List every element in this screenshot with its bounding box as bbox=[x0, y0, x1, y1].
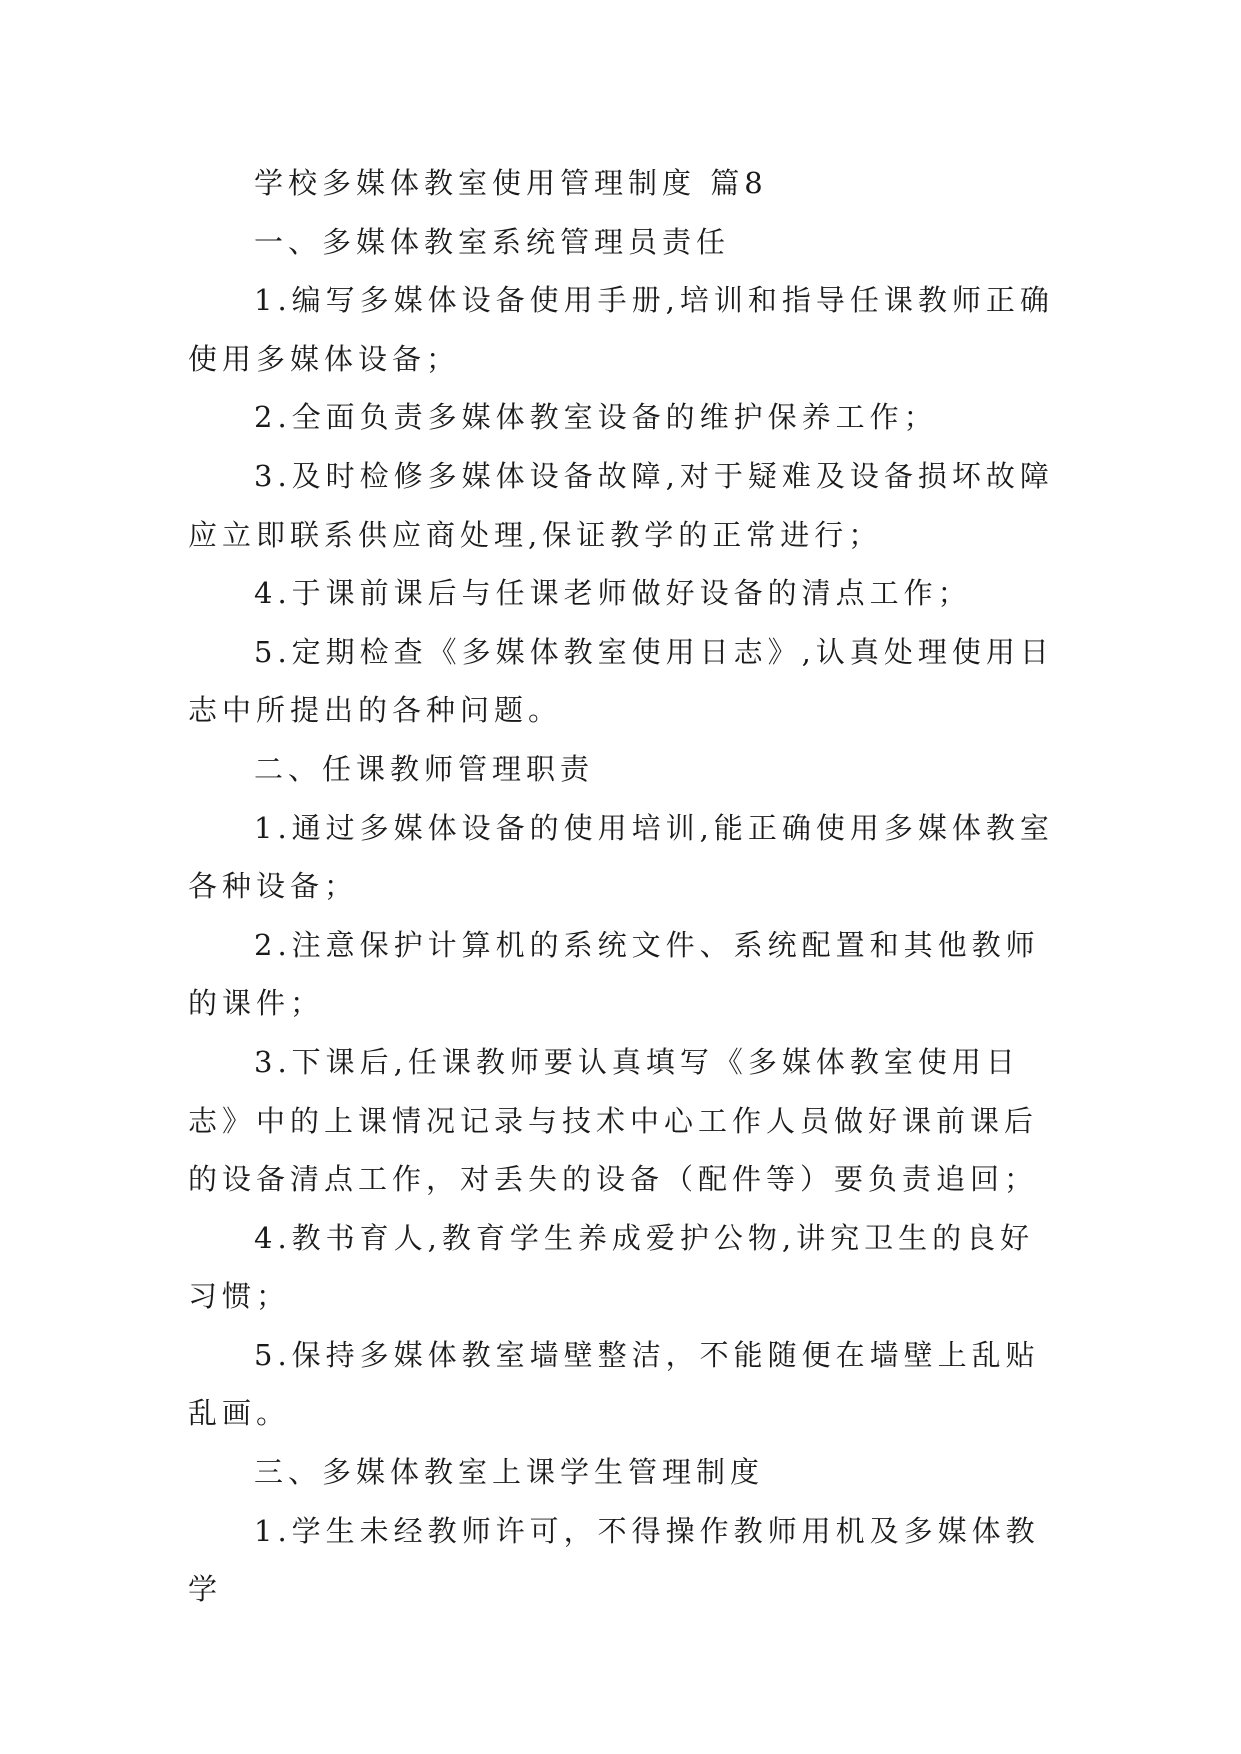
document-title: 学校多媒体教室使用管理制度 篇8 bbox=[254, 166, 768, 200]
section-1-item-5: 5.定期检查《多媒体教室使用日志》,认真处理使用日志中所提出的各种问题。 bbox=[188, 634, 1054, 728]
section-2-item-1: 1.通过多媒体设备的使用培训,能正确使用多媒体教室各种设备； bbox=[188, 810, 1054, 904]
section-heading-3: 三、多媒体教室上课学生管理制度 bbox=[254, 1455, 765, 1490]
section-1-item-1: 1.编写多媒体设备使用手册,培训和指导任课教师正确使用多媒体设备； bbox=[188, 283, 1054, 376]
section-2-item-3: 3.下课后,任课教师要认真填写《多媒体教室使用日志》中的上课情况记录与技术中心工作人员做好课前课后的设备清点工作，对丢失的设备（配件等）要负责追回； bbox=[188, 1044, 1039, 1197]
section-heading-1: 一、多媒体教室系统管理员责任 bbox=[254, 224, 731, 259]
document-body bbox=[188, 154, 1058, 1619]
section-3-item-1: 1.学生未经教师许可，不得操作教师用机及多媒体教学 bbox=[188, 1513, 1040, 1607]
section-1-item-3: 3.及时检修多媒体设备故障,对于疑难及设备损坏故障应立即联系供应商处理,保证教学的正常进行； bbox=[188, 458, 1054, 552]
section-1-item-2: 2.全面负责多媒体教室设备的维护保养工作； bbox=[254, 400, 938, 435]
section-2-item-5: 5.保持多媒体教室墙壁整洁，不能随便在墙壁上乱贴乱画。 bbox=[188, 1337, 1040, 1431]
section-1-item-4: 4.于课前课后与任课老师做好设备的清点工作； bbox=[254, 576, 972, 611]
section-2-item-4: 4.教书育人,教育学生养成爱护公物,讲究卫生的良好习惯； bbox=[188, 1220, 1035, 1314]
section-heading-2: 二、任课教师管理职责 bbox=[254, 751, 595, 786]
section-2-item-2: 2.注意保护计算机的系统文件、系统配置和其他教师的课件； bbox=[188, 927, 1040, 1021]
